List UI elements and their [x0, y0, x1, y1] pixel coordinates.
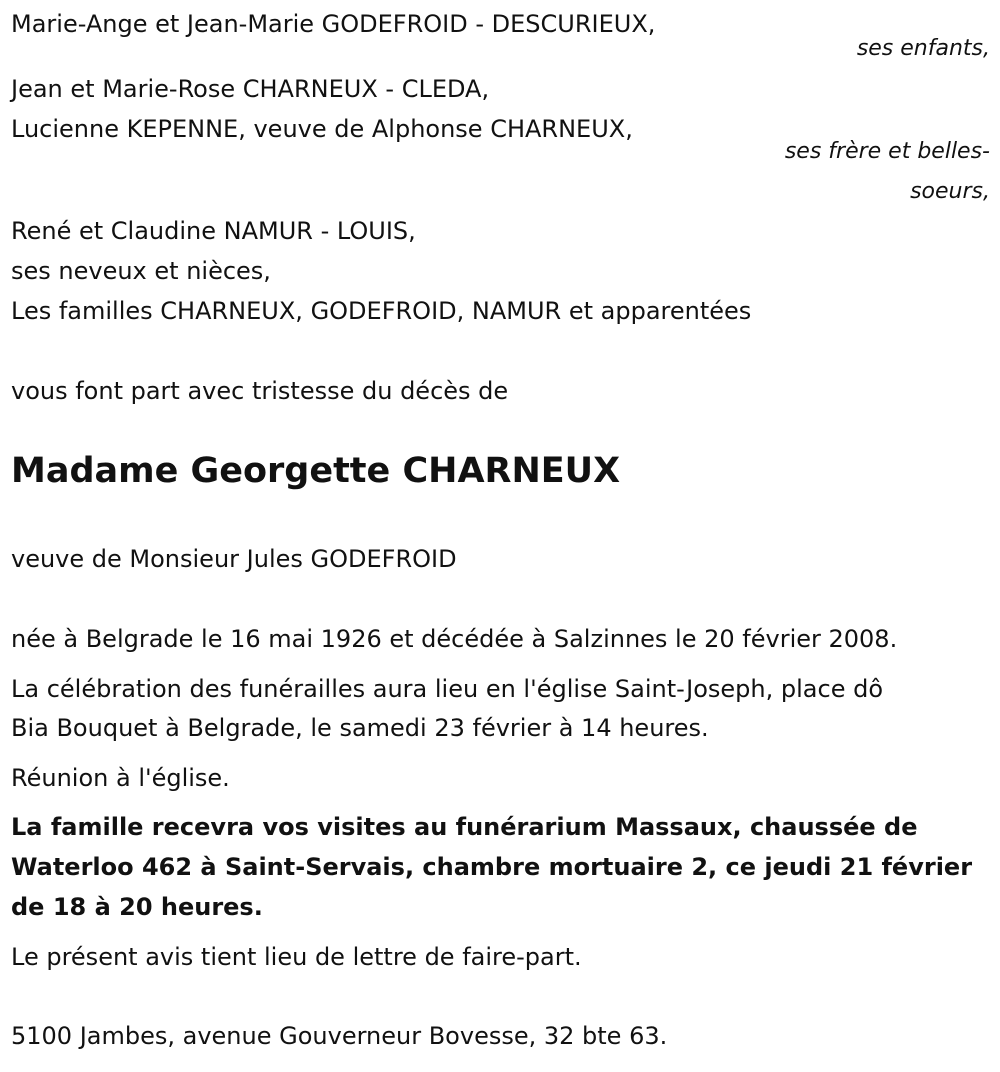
meeting-text: Réunion à l'église. — [11, 764, 230, 792]
ceremony-line-1: La célébration des funérailles aura lieu en l'église Saint-Joseph, place dô — [11, 675, 884, 703]
visits-line-3: de 18 à 20 heures. — [11, 893, 263, 921]
family-line-sibling-2: Lucienne KEPENNE, veuve de Alphonse CHARNEUX, — [11, 115, 633, 143]
visits-line-2: Waterloo 462 à Saint-Servais, chambre mortuaire 2, ce jeudi 21 février — [11, 853, 973, 881]
family-line-families: Les familles CHARNEUX, GODEFROID, NAMUR et apparentées — [11, 297, 752, 325]
birth-death-text: née à Belgrade le 16 mai 1926 et décédée à Salzinnes le 20 février 2008. — [11, 625, 898, 653]
family-line-nephews-label: ses neveux et nièces, — [11, 257, 271, 285]
widow-of-text: veuve de Monsieur Jules GODEFROID — [11, 545, 457, 573]
announcement-text: vous font part avec tristesse du décès de — [11, 377, 509, 405]
family-line-children: Marie-Ange et Jean-Marie GODEFROID - DESCURIEUX, — [11, 10, 656, 38]
children-role: ses enfants, — [856, 36, 990, 61]
deceased-name: Madame Georgette CHARNEUX — [11, 451, 621, 491]
ceremony-line-2: Bia Bouquet à Belgrade, le samedi 23 février à 14 heures. — [11, 714, 709, 742]
siblings-role-2: soeurs, — [910, 179, 990, 204]
siblings-role-1: ses frère et belles- — [784, 139, 990, 164]
notice-text: Le présent avis tient lieu de lettre de faire-part. — [11, 943, 582, 971]
address-text: 5100 Jambes, avenue Gouverneur Bovesse, 32 bte 63. — [11, 1022, 668, 1050]
visits-line-1: La famille recevra vos visites au funérarium Massaux, chaussée de — [11, 813, 918, 841]
family-line-sibling-1: Jean et Marie-Rose CHARNEUX - CLEDA, — [11, 75, 490, 103]
family-line-nephews: René et Claudine NAMUR - LOUIS, — [11, 217, 416, 245]
